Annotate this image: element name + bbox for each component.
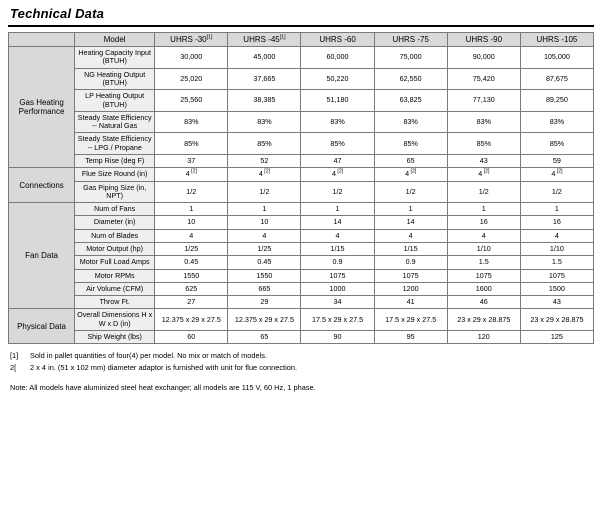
table-row: [9, 47, 594, 69]
table-cell: 4: [520, 229, 593, 242]
table-cell: 1.5: [447, 256, 520, 269]
table-row: [9, 111, 594, 133]
table-row: [9, 296, 594, 309]
table-cell: 62,550: [374, 68, 447, 90]
table-cell: 90: [301, 330, 374, 343]
table-cell: 1500: [520, 282, 593, 295]
column-header-model-3: UHRS -60: [301, 33, 374, 47]
table-cell: 50,220: [301, 68, 374, 90]
table-cell: 1200: [374, 282, 447, 295]
table-cell: 12.375 x 29 x 27.5: [155, 309, 228, 331]
table-cell: 1075: [301, 269, 374, 282]
table-cell: 1/10: [447, 242, 520, 255]
group-label: Connections: [9, 168, 75, 203]
table-cell: 1075: [374, 269, 447, 282]
group-label: Gas Heating Performance: [9, 47, 75, 168]
column-header-footnote-mark: [1]: [206, 34, 213, 41]
table-header-row: [9, 33, 594, 47]
table-cell: 1/15: [301, 242, 374, 255]
table-cell: 10: [155, 216, 228, 229]
table-cell: 90,000: [447, 47, 520, 69]
table-cell: 60,000: [301, 47, 374, 69]
table-cell: 75,000: [374, 47, 447, 69]
table-cell: 23 x 29 x 28.875: [520, 309, 593, 331]
table-cell: 95: [374, 330, 447, 343]
table-cell: 85%: [228, 133, 301, 155]
table-cell: 105,000: [520, 47, 593, 69]
title-divider: [8, 25, 594, 27]
table-cell: 1600: [447, 282, 520, 295]
table-cell: 1.5: [520, 256, 593, 269]
table-cell: 1: [447, 203, 520, 216]
table-cell: 37,665: [228, 68, 301, 90]
column-header-model-1: UHRS -30[1]: [155, 33, 228, 47]
table-cell: 60: [155, 330, 228, 343]
table-row: [9, 330, 594, 343]
table-cell: 1: [520, 203, 593, 216]
table-cell: 45,000: [228, 47, 301, 69]
table-cell: 10: [228, 216, 301, 229]
table-cell: 30,000: [155, 47, 228, 69]
footnote-row: [8, 363, 594, 374]
table-cell: 43: [520, 296, 593, 309]
table-cell: 1000: [301, 282, 374, 295]
row-label: Num of Blades: [75, 229, 155, 242]
row-label: Ship Weight (lbs): [75, 330, 155, 343]
table-cell: 43: [447, 155, 520, 168]
table-row: [9, 181, 594, 203]
table-cell: 1/2: [374, 181, 447, 203]
cell-footnote-mark: [2]: [409, 168, 417, 175]
table-cell: 89,250: [520, 90, 593, 112]
footnote-text: Sold in pallet quantities of four(4) per model. No mix or match of models.: [30, 351, 268, 361]
table-cell: 83%: [447, 111, 520, 133]
table-row: [9, 203, 594, 216]
table-cell: 1: [155, 203, 228, 216]
table-cell: 4: [447, 229, 520, 242]
column-header-model: Model: [75, 33, 155, 47]
table-cell: 16: [520, 216, 593, 229]
row-label: Motor Output (hp): [75, 242, 155, 255]
table-cell: 83%: [301, 111, 374, 133]
table-row: [9, 282, 594, 295]
table-row: [9, 133, 594, 155]
row-label: Num of Fans: [75, 203, 155, 216]
column-header-model-4: UHRS -75: [374, 33, 447, 47]
row-label: Steady State Efficiency -- Natural Gas: [75, 111, 155, 133]
table-cell: 4 [2]: [447, 168, 520, 181]
cell-footnote-mark: [2]: [335, 168, 344, 175]
table-cell: 34: [301, 296, 374, 309]
row-label: Temp Rise (deg F): [75, 155, 155, 168]
table-cell: 83%: [520, 111, 593, 133]
table-cell: 77,130: [447, 90, 520, 112]
table-cell: 83%: [374, 111, 447, 133]
table-cell: 665: [228, 282, 301, 295]
final-note: Note: All models have aluminized steel heat exchanger; all models are 115 V, 60 Hz, 1 phase.: [10, 382, 316, 392]
table-cell: 14: [374, 216, 447, 229]
header-corner-blank: [9, 33, 75, 47]
table-cell: 85%: [374, 133, 447, 155]
table-cell: 4 [2]: [301, 168, 374, 181]
table-cell: 625: [155, 282, 228, 295]
technical-data-table: [8, 32, 594, 344]
table-cell: 0.45: [155, 256, 228, 269]
footnote-text: 2 x 4 in. (51 x 102 mm) diameter adaptor is furnished with unit for flue connection.: [30, 362, 298, 372]
table-cell: 14: [301, 216, 374, 229]
table-cell: 4 [2]: [520, 168, 593, 181]
table-cell: 46: [447, 296, 520, 309]
table-row: [9, 68, 594, 90]
table-cell: 4: [301, 229, 374, 242]
table-row: [9, 242, 594, 255]
page-title: Technical Data: [10, 6, 105, 21]
column-header-model-5: UHRS -90: [447, 33, 520, 47]
table-cell: 1/2: [301, 181, 374, 203]
table-cell: 29: [228, 296, 301, 309]
table-row: [9, 90, 594, 112]
row-label: Overall Dimensions H x W x D (in): [75, 309, 155, 331]
table-cell: 59: [520, 155, 593, 168]
footnote-mark: 2[: [10, 362, 17, 372]
table-cell: 25,020: [155, 68, 228, 90]
table-cell: 17.5 x 29 x 27.5: [301, 309, 374, 331]
table-cell: 65: [374, 155, 447, 168]
row-label: Air Volume (CFM): [75, 282, 155, 295]
table-cell: 23 x 29 x 28.875: [447, 309, 520, 331]
table-cell: 0.9: [374, 256, 447, 269]
table-cell: 47: [301, 155, 374, 168]
table-cell: 37: [155, 155, 228, 168]
table-cell: 38,385: [228, 90, 301, 112]
table-cell: 1: [301, 203, 374, 216]
table-row: [9, 216, 594, 229]
table-cell: 12.375 x 29 x 27.5: [228, 309, 301, 331]
table-cell: 83%: [228, 111, 301, 133]
table-cell: 87,675: [520, 68, 593, 90]
table-row: [9, 229, 594, 242]
cell-footnote-mark: [2]: [555, 168, 563, 175]
table-cell: 1: [374, 203, 447, 216]
group-label: Fan Data: [9, 203, 75, 309]
row-label: Flue Size Round (in): [75, 168, 155, 181]
table-cell: 1550: [228, 269, 301, 282]
table-cell: 75,420: [447, 68, 520, 90]
table-cell: 83%: [155, 111, 228, 133]
table-cell: 125: [520, 330, 593, 343]
table-cell: 1075: [447, 269, 520, 282]
row-label: Diameter (in): [75, 216, 155, 229]
row-label: Throw Ft.: [75, 296, 155, 309]
table-cell: 1/2: [228, 181, 301, 203]
table-cell: 85%: [447, 133, 520, 155]
table-cell: 63,825: [374, 90, 447, 112]
table-cell: 65: [228, 330, 301, 343]
column-header-model-2: UHRS -45[1]: [228, 33, 301, 47]
row-label: LP Heating Output (BTUH): [75, 90, 155, 112]
table-cell: 51,180: [301, 90, 374, 112]
table-cell: 41: [374, 296, 447, 309]
footnote-row: [8, 351, 594, 362]
footnote-mark: [1]: [10, 351, 19, 361]
table-cell: 120: [447, 330, 520, 343]
table-row: [9, 168, 594, 181]
row-label: Heating Capacity Input (BTUH): [75, 47, 155, 69]
row-label: Gas Piping Size (in, NPT): [75, 181, 155, 203]
table-cell: 27: [155, 296, 228, 309]
cell-footnote-mark: [2]: [262, 168, 271, 175]
table-cell: 16: [447, 216, 520, 229]
table-cell: 4: [228, 229, 301, 242]
table-cell: 0.45: [228, 256, 301, 269]
table-row: [9, 269, 594, 282]
table-cell: 1/2: [520, 181, 593, 203]
row-label: NG Heating Output (BTUH): [75, 68, 155, 90]
table-cell: 4: [374, 229, 447, 242]
table-cell: 85%: [155, 133, 228, 155]
table-cell: 1550: [155, 269, 228, 282]
table-cell: 1075: [520, 269, 593, 282]
table-cell: 17.5 x 29 x 27.5: [374, 309, 447, 331]
table-row: [9, 155, 594, 168]
cell-footnote-mark: [2]: [482, 168, 490, 175]
row-label: Steady State Efficiency -- LPG / Propane: [75, 133, 155, 155]
table-cell: 4 [2]: [228, 168, 301, 181]
table-cell: 1/25: [228, 242, 301, 255]
table-cell: 1/2: [155, 181, 228, 203]
table-cell: 25,560: [155, 90, 228, 112]
table-cell: 85%: [301, 133, 374, 155]
table-cell: 1/2: [447, 181, 520, 203]
table-cell: 4 [2]: [374, 168, 447, 181]
row-label: Motor Full Load Amps: [75, 256, 155, 269]
table-cell: 52: [228, 155, 301, 168]
table-cell: 1/25: [155, 242, 228, 255]
table-cell: 85%: [520, 133, 593, 155]
table-cell: 1/15: [374, 242, 447, 255]
table-cell: 4 [2]: [155, 168, 228, 181]
table-cell: 0.9: [301, 256, 374, 269]
table-cell: 1/10: [520, 242, 593, 255]
cell-footnote-mark: [2]: [189, 168, 197, 175]
column-header-footnote-mark: [1]: [279, 34, 286, 41]
table-cell: 4: [155, 229, 228, 242]
column-header-model-6: UHRS -105: [520, 33, 593, 47]
table-row: [9, 309, 594, 331]
group-label: Physical Data: [9, 309, 75, 344]
table-cell: 1: [228, 203, 301, 216]
footnotes: [8, 351, 594, 373]
row-label: Motor RPMs: [75, 269, 155, 282]
table-row: [9, 256, 594, 269]
